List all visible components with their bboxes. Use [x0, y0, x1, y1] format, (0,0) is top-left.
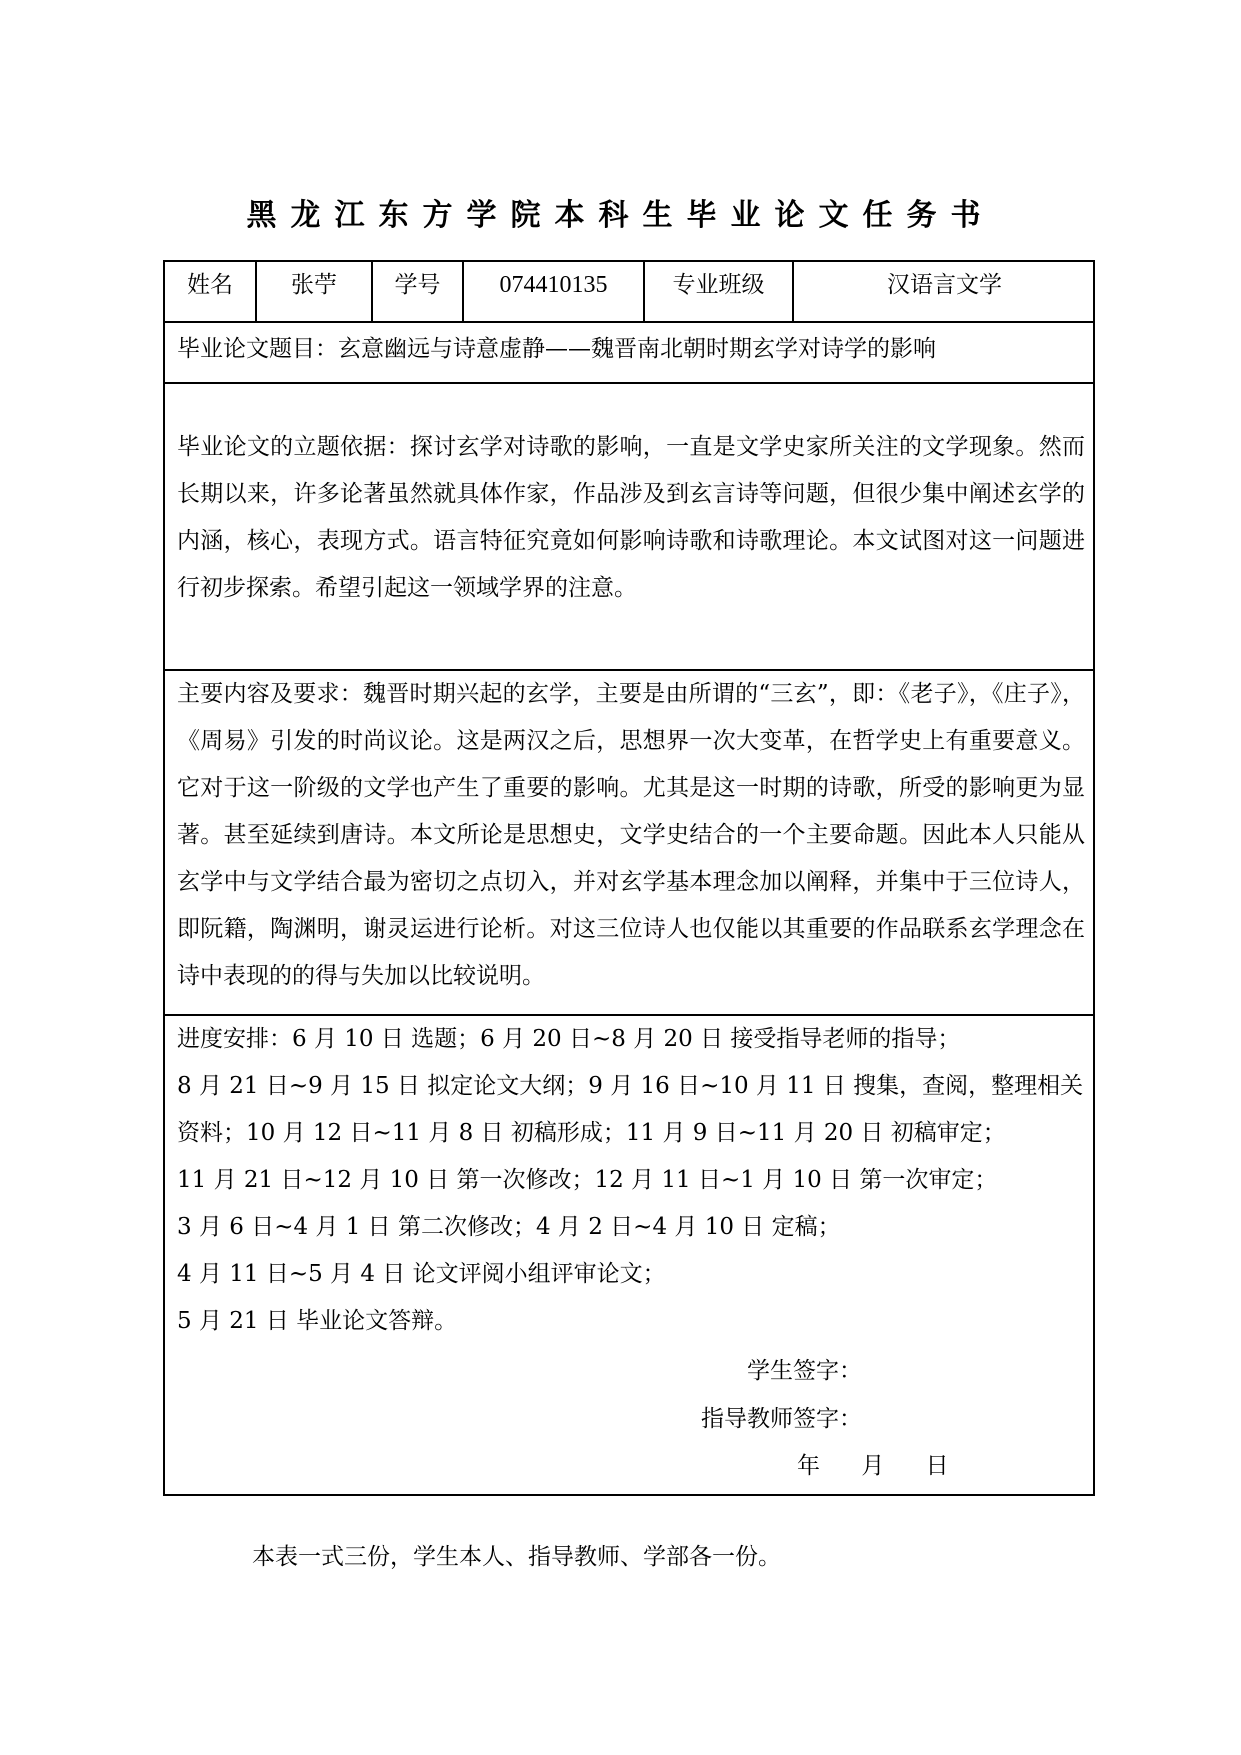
- schedule-line: 5 月 21 日 毕业论文答辩。: [177, 1308, 458, 1334]
- major-class-label: 专业班级: [672, 272, 765, 298]
- major-class-value: 汉语言文学: [887, 272, 1002, 298]
- signature-date: [797, 1447, 983, 1480]
- month-label: 月: [861, 1453, 885, 1479]
- copies-note: 本表一式三份，学生本人、指导教师、学部各一份。: [252, 1544, 781, 1570]
- row-divider: [165, 382, 1093, 384]
- thesis-topic: [177, 326, 936, 373]
- student-id-label: 学号: [394, 272, 441, 298]
- thesis-topic-value: 玄意幽远与诗意虚静——魏晋南北朝时期玄学对诗学的影响: [338, 336, 936, 362]
- day-label: 日: [925, 1453, 949, 1479]
- schedule-line: 8 月 21 日~9 月 15 日 拟定论文大纲；9 月 16 日~10 月 11 日 搜集，查阅，整理相关: [177, 1073, 1084, 1099]
- name-value: 张苧: [291, 272, 337, 298]
- name-label: 姓名: [187, 272, 233, 298]
- row-divider: [165, 321, 1093, 323]
- task-form-table: [163, 260, 1095, 1496]
- year-label: 年: [797, 1453, 820, 1479]
- thesis-basis-text: 毕业论文的立题依据：探讨玄学对诗歌的影响，一直是文学史家所关注的文学现象。然而长期以来，许多论著虽然就具体作家，作品涉及到玄言诗等问题，但很少集中阐述玄学的内涵，核心，表现方式。语言特征究竟如何影响诗歌和诗歌理论。本文试图对这一问题进行初步探索。希望引起这一领域学界的注意。: [177, 434, 1085, 601]
- schedule-line: 11 月 21 日~12 月 10 日 第一次修改；12 月 11 日~1 月 10 日 第一次审定；: [177, 1167, 998, 1193]
- schedule-line: 4 月 11 日~5 月 4 日 论文评阅小组评审论文；: [177, 1261, 666, 1287]
- thesis-topic-label: 毕业论文题目：: [177, 336, 338, 362]
- main-content-text: 主要内容及要求：魏晋时期兴起的玄学，主要是由所谓的“三玄”，即：《老子》，《庄子》，《周易》引发的时尚议论。这是两汉之后，思想界一次大变革，在哲学史上有重要意义。它对于这一阶级的文学也产生了重要的影响。尤其是这一时期的诗歌，所受的影响更为显著。甚至延续到唐诗。本文所论是思想史，文学史结合的一个主要命题。因此本人只能从玄学中与文学结合最为密切之点切入，并对玄学基本理念加以阐释，并集中于三位诗人，即阮籍，陶渊明，谢灵运进行论析。对这三位诗人也仅能以其重要的作品联系玄学理念在诗中表现的的得与失加以比较说明。: [177, 681, 1085, 989]
- student-id-value: 074410135: [499, 272, 608, 298]
- schedule-line: 资料；10 月 12 日~11 月 8 日 初稿形成；11 月 9 日~11 月 20 日 初稿审定；: [177, 1120, 1006, 1146]
- row-divider: [165, 1014, 1093, 1016]
- schedule-line: 进度安排：6 月 10 日 选题；6 月 20 日~8 月 20 日 接受指导老师的指导；: [177, 1026, 961, 1052]
- teacher-signature-label: 指导教师签字：: [701, 1406, 862, 1432]
- student-signature-label: 学生签字：: [747, 1358, 862, 1384]
- schedule-line: 3 月 6 日~4 月 1 日 第二次修改；4 月 2 日~4 月 10 日 定稿；: [177, 1214, 841, 1240]
- document-title: 黑龙江东方学院本科生毕业论文任务书: [246, 198, 995, 233]
